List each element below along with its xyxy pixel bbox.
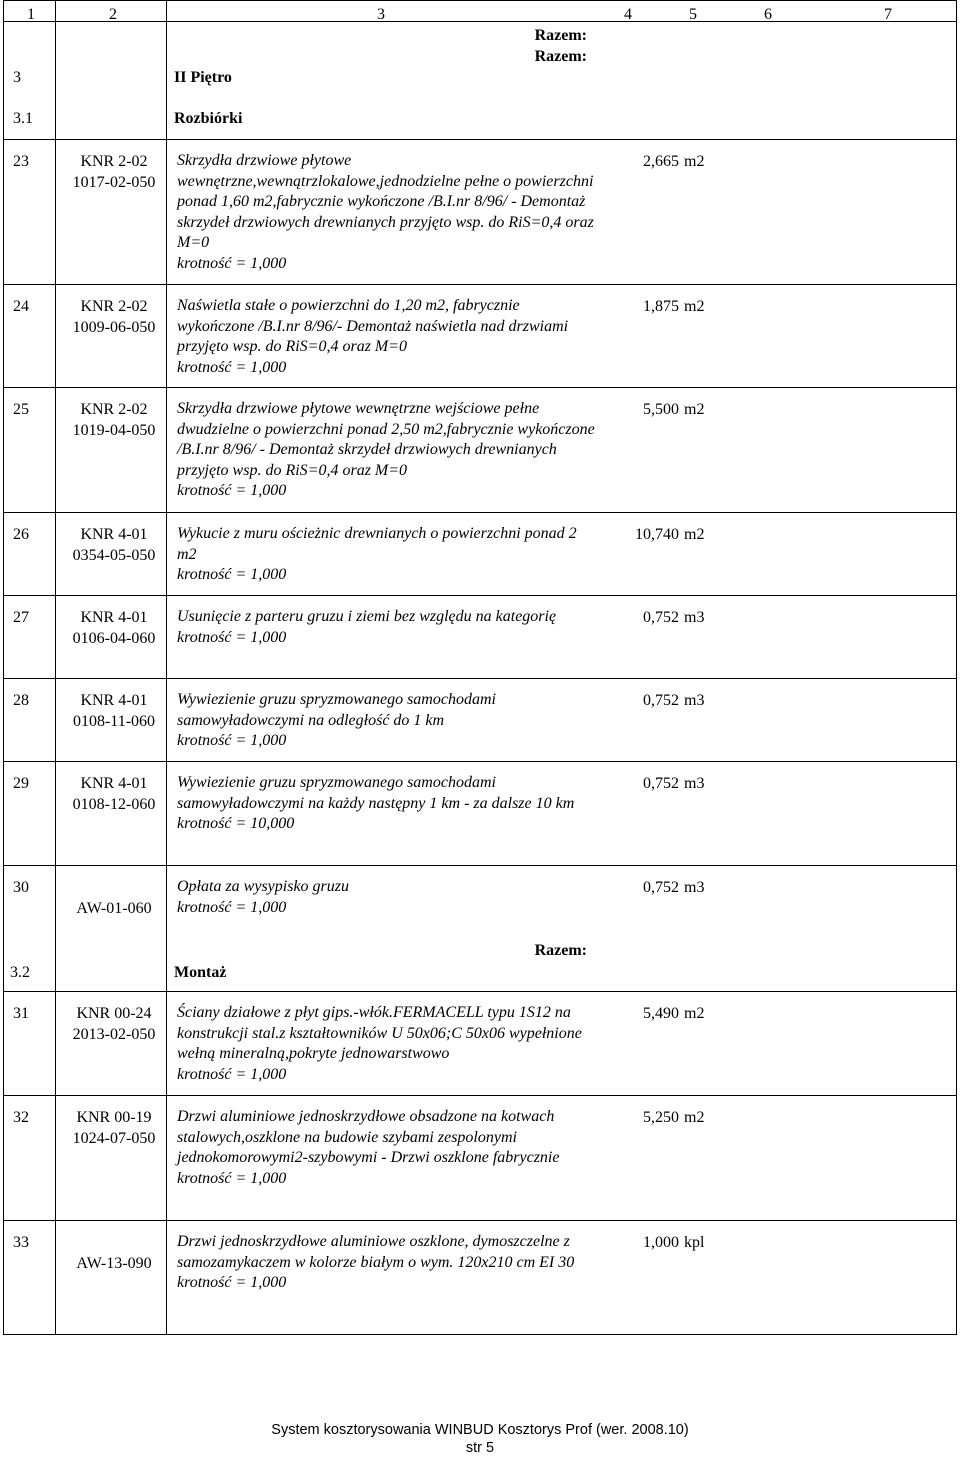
item-multiplier: krotność = 1,000: [177, 1065, 287, 1083]
item-number: 25: [13, 401, 29, 418]
item-code-number: AW-13-090: [76, 1255, 152, 1272]
item-description: [177, 524, 597, 586]
item-description: [177, 607, 597, 648]
item-unit: m2: [684, 526, 705, 543]
item-code: KNR 4-01: [80, 609, 148, 626]
item-number: 32: [13, 1109, 29, 1126]
item-multiplier: krotność = 1,000: [177, 358, 287, 376]
item-number: 28: [13, 692, 29, 709]
item-quantity: 0,752: [643, 879, 679, 896]
item-multiplier: krotność = 1,000: [177, 1274, 287, 1292]
column-number: 5: [689, 6, 697, 23]
item-unit: m2: [684, 298, 705, 315]
item-unit: m3: [684, 879, 705, 896]
item-description: [177, 1232, 597, 1294]
item-description-text: Ściany działowe z płyt gips.-włók.FERMACELL typu 1S12 na konstrukcji stal.z kształtowników U 50x06;C 50x06 wypełnione wełną mineralną,pokryte jednowarstwowo: [177, 1004, 582, 1063]
footer-system-name: System kosztorysowania WINBUD Kosztorys Prof (wer. 2008.10): [271, 1422, 689, 1438]
item-unit: m2: [684, 1109, 705, 1126]
item-multiplier: krotność = 10,000: [177, 815, 295, 833]
item-code: KNR 00-24: [76, 1005, 152, 1022]
item-description: [177, 1107, 597, 1189]
row-divider: [4, 512, 956, 513]
item-description-text: Wywiezienie gruzu spryzmowanego samochodami samowyładowczymi na każdy następny 1 km - za dalsze 10 km: [177, 774, 575, 812]
item-code: KNR 2-02: [80, 153, 148, 170]
item-code: KNR 4-01: [80, 775, 148, 792]
item-quantity: 2,665: [643, 153, 679, 170]
item-description-text: Wywiezienie gruzu spryzmowanego samochodami samowyładowczymi na odległość do 1 km: [177, 691, 496, 729]
item-number: 23: [13, 153, 29, 170]
item-description: [177, 399, 597, 502]
item-quantity: 10,740: [635, 526, 679, 543]
item-multiplier: krotność = 1,000: [177, 566, 287, 584]
item-unit: m2: [684, 401, 705, 418]
cost-estimate-table: [3, 0, 957, 1335]
item-multiplier: krotność = 1,000: [177, 482, 287, 500]
razem-label: Razem:: [534, 942, 587, 959]
item-description-text: Skrzydła drzwiowe płytowe wewnętrzne,wewnątrzlokalowe,jednodzielne pełne o powierzchni ponad 1,60 m2,fabrycznie wykończone /B.I.nr 8/96/ - Demontaż skrzydeł drzwiowych drewnianych przyjęto wsp. do RiS=0,4 oraz M=0: [177, 152, 594, 252]
item-code-number: 1017-02-050: [72, 174, 156, 191]
item-code-number: AW-01-060: [76, 900, 152, 917]
column-number: 4: [624, 6, 632, 23]
item-code-number: 1024-07-050: [72, 1130, 156, 1147]
section-number: 3.2: [10, 964, 30, 981]
item-description-text: Naświetla stałe o powierzchni do 1,20 m2, fabrycznie wykończone /B.I.nr 8/96/- Demontaż naświetla nad drzwiami przyjęto wsp. do RiS=0,4 oraz M=0: [177, 297, 569, 356]
item-number: 29: [13, 775, 29, 792]
row-divider: [4, 865, 956, 866]
column-number: 1: [27, 6, 35, 23]
item-description: [177, 1003, 597, 1085]
column-number: 3: [377, 6, 385, 23]
item-description: [177, 773, 597, 835]
item-multiplier: krotność = 1,000: [177, 1169, 287, 1187]
item-quantity: 0,752: [643, 609, 679, 626]
section-number: 3: [13, 69, 21, 86]
item-quantity: 5,490: [643, 1005, 679, 1022]
column-divider: [55, 1, 56, 1334]
item-number: 27: [13, 609, 29, 626]
item-description-text: Wykucie z muru ościeżnic drewnianych o powierzchni ponad 2 m2: [177, 525, 577, 563]
row-divider: [4, 139, 956, 140]
item-quantity: 1,000: [643, 1234, 679, 1251]
page-number: str 5: [465, 1440, 495, 1456]
item-unit: kpl: [684, 1234, 705, 1251]
item-multiplier: krotność = 1,000: [177, 628, 287, 646]
item-number: 33: [13, 1234, 29, 1251]
item-unit: m3: [684, 609, 705, 626]
item-description-text: Skrzydła drzwiowe płytowe wewnętrzne wejściowe pełne dwudzielne o powierzchni ponad 2,50 m2,fabrycznie wykończone /B.I.nr 8/96/ - Demontaż skrzydeł drzwiowych drewnianych przyjęto wsp. do RiS=0,4 oraz M=0: [177, 400, 595, 479]
item-description: [177, 690, 597, 752]
item-description-text: Usunięcie z parteru gruzu i ziemi bez względu na kategorię: [177, 608, 557, 625]
row-divider: [4, 678, 956, 679]
row-divider: [4, 991, 956, 992]
item-code-number: 0354-05-050: [72, 547, 156, 564]
section-title: Rozbiórki: [174, 110, 243, 127]
item-description: [177, 151, 597, 275]
row-divider: [4, 1095, 956, 1096]
row-divider: [4, 21, 956, 22]
item-code-number: 0106-04-060: [72, 630, 156, 647]
item-quantity: 0,752: [643, 692, 679, 709]
item-number: 24: [13, 298, 29, 315]
item-unit: m3: [684, 775, 705, 792]
item-description-text: Drzwi aluminiowe jednoskrzydłowe obsadzone na kotwach stalowych,oszklone na budowie szybami zespolonymi jednokomorowymi2-szybowymi - Drzwi oszklone fabrycznie: [177, 1108, 560, 1167]
item-quantity: 5,250: [643, 1109, 679, 1126]
item-multiplier: krotność = 1,000: [177, 732, 287, 750]
item-quantity: 0,752: [643, 775, 679, 792]
razem-label: Razem:: [534, 48, 587, 65]
item-description: [177, 296, 597, 378]
item-code: KNR 4-01: [80, 526, 148, 543]
column-number: 6: [764, 6, 772, 23]
item-quantity: 5,500: [643, 401, 679, 418]
row-divider: [4, 284, 956, 285]
section-number: 3.1: [13, 110, 33, 127]
item-description-text: Drzwi jednoskrzydłowe aluminiowe oszklone, dymoszczelne z samozamykaczem w kolorze białym o wym. 120x210 cm EI 30: [177, 1233, 575, 1271]
row-divider: [4, 595, 956, 596]
item-unit: m2: [684, 1005, 705, 1022]
row-divider: [4, 387, 956, 388]
item-number: 31: [13, 1005, 29, 1022]
section-title: II Piętro: [174, 69, 232, 86]
item-unit: m3: [684, 692, 705, 709]
item-code-number: 0108-12-060: [72, 796, 156, 813]
column-number: 2: [109, 6, 117, 23]
item-number: 26: [13, 526, 29, 543]
page-footer: [0, 1421, 960, 1457]
item-code: KNR 2-02: [80, 298, 148, 315]
row-divider: [4, 1220, 956, 1221]
item-code-number: 1019-04-050: [72, 422, 156, 439]
item-code-number: 2013-02-050: [72, 1026, 156, 1043]
item-code: KNR 2-02: [80, 401, 148, 418]
item-code-number: 1009-06-050: [72, 319, 156, 336]
column-divider: [166, 1, 167, 1334]
item-code: KNR 00-19: [76, 1109, 152, 1126]
item-description-text: Opłata za wysypisko gruzu: [177, 878, 349, 895]
item-number: 30: [13, 879, 29, 896]
column-number: 7: [884, 6, 892, 23]
item-code-number: 0108-11-060: [72, 713, 156, 730]
item-multiplier: krotność = 1,000: [177, 254, 287, 272]
row-divider: [4, 761, 956, 762]
item-code: KNR 4-01: [80, 692, 148, 709]
item-multiplier: krotność = 1,000: [177, 898, 287, 916]
item-description: [177, 877, 597, 918]
item-unit: m2: [684, 153, 705, 170]
razem-label: Razem:: [534, 27, 587, 44]
section-title: Montaż: [174, 964, 227, 981]
item-quantity: 1,875: [643, 298, 679, 315]
